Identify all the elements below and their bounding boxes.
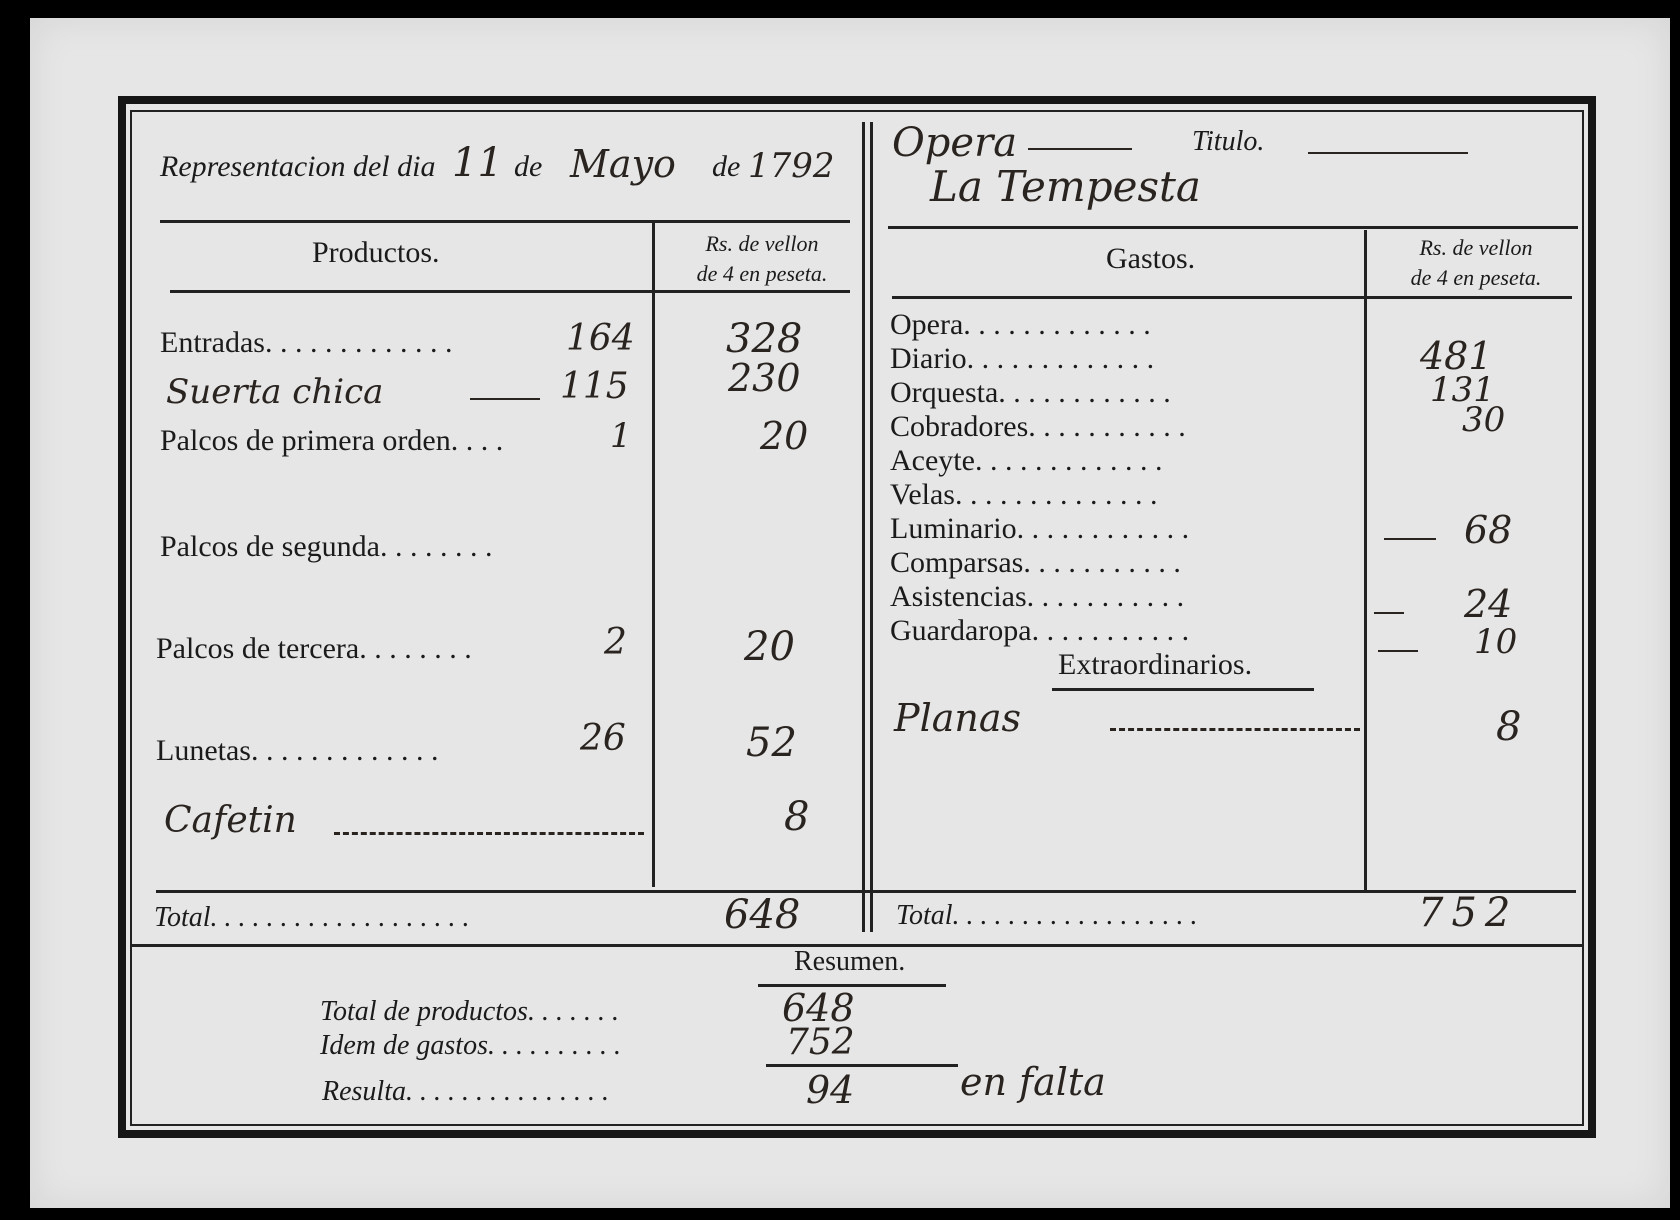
- productos-row-label: Lunetas. . . . . . . . . . . . .: [156, 734, 439, 767]
- resumen-total-productos-value: 648: [782, 986, 855, 1030]
- resumen-total-productos-label: Total de productos. . . . . . .: [320, 996, 619, 1027]
- productos-header-top-rule: [160, 220, 850, 223]
- opera-hand: Opera: [892, 120, 1018, 166]
- gastos-row-value: 30: [1462, 400, 1506, 440]
- titulo-label: Titulo.: [1192, 126, 1265, 157]
- gastos-header-top-rule: [888, 226, 1578, 229]
- gastos-total-label: Total. . . . . . . . . . . . . . . . . .: [896, 900, 1198, 931]
- resumen-sum-rule: [766, 1064, 958, 1067]
- productos-row-value: 52: [746, 720, 797, 766]
- gastos-row-label: Asistencias. . . . . . . . . . .: [890, 580, 1185, 613]
- gastos-row-label: Velas. . . . . . . . . . . . . .: [890, 478, 1158, 511]
- resumen-idem-gastos-label: Idem de gastos. . . . . . . . . .: [320, 1030, 621, 1061]
- productos-row-value: 20: [744, 624, 795, 670]
- productos-row-count: 1: [610, 416, 632, 456]
- gastos-col-heading-1: Rs. de vellon: [1419, 235, 1533, 260]
- productos-col-heading-2: de 4 en peseta.: [696, 261, 828, 286]
- gastos-row-value: 131: [1430, 370, 1495, 410]
- center-divider: [862, 122, 865, 932]
- productos-header-bottom-rule: [170, 290, 850, 293]
- extraordinarios-rule: [1052, 688, 1314, 691]
- gastos-row-label: Orquesta. . . . . . . . . . . .: [890, 376, 1171, 409]
- gastos-row-label: Diario. . . . . . . . . . . . .: [890, 342, 1155, 375]
- gastos-heading: Gastos.: [1106, 242, 1196, 275]
- gastos-row-label: Opera. . . . . . . . . . . . .: [890, 308, 1151, 341]
- productos-row-value: 230: [728, 356, 801, 400]
- gastos-value-divider: [1364, 230, 1367, 890]
- day-value: 11: [452, 140, 503, 186]
- productos-row-value: 328: [726, 316, 803, 362]
- resumen-heading: Resumen.: [794, 946, 906, 977]
- gastos-extra-label: Planas: [894, 696, 1022, 740]
- representacion-label: Representacion del dia: [160, 150, 436, 183]
- de-year-label: de: [712, 150, 741, 183]
- gastos-row-label: Cobradores. . . . . . . . . . .: [890, 410, 1186, 443]
- resumen-idem-gastos-value: 752: [786, 1022, 855, 1063]
- center-divider-second: [870, 122, 873, 932]
- titulo-stroke: [1308, 152, 1468, 154]
- year-value: 1792: [748, 146, 835, 186]
- productos-row-label: Palcos de primera orden. . . .: [160, 424, 504, 457]
- gastos-row-stroke: [1374, 612, 1404, 614]
- productos-value-divider: [652, 222, 655, 887]
- resumen-resulta-label: Resulta. . . . . . . . . . . . . . .: [322, 1076, 609, 1107]
- gastos-col-heading-2: de 4 en peseta.: [1410, 265, 1542, 290]
- productos-row-label: Palcos de tercera. . . . . . . .: [156, 632, 472, 665]
- productos-row-count: 164: [566, 318, 635, 359]
- resumen-resulta-note: en falta: [960, 1060, 1106, 1104]
- productos-row-count: 26: [580, 718, 626, 759]
- title-hand: La Tempesta: [930, 162, 1201, 211]
- resumen-resulta-value: 94: [806, 1068, 855, 1112]
- total-top-rule: [156, 890, 1576, 893]
- productos-row-label: Palcos de segunda. . . . . . . .: [160, 530, 493, 563]
- gastos-row-label: Luminario. . . . . . . . . . . .: [890, 512, 1190, 545]
- productos-row-label: Suerta chica: [166, 372, 384, 412]
- productos-total-label: Total. . . . . . . . . . . . . . . . . . .: [154, 902, 470, 933]
- productos-row-count: 2: [604, 622, 627, 663]
- gastos-row-value: 68: [1464, 508, 1513, 552]
- gastos-row-stroke: [1378, 650, 1418, 652]
- de-label: de: [514, 150, 543, 183]
- extraordinarios-label: Extraordinarios.: [1058, 648, 1253, 681]
- productos-row-label: Cafetin: [164, 800, 297, 841]
- gastos-header-bottom-rule: [892, 296, 1572, 299]
- productos-heading: Productos.: [312, 236, 440, 269]
- productos-row-count: 115: [560, 366, 629, 407]
- gastos-row-value: 24: [1464, 582, 1513, 626]
- productos-row-value: 8: [784, 794, 810, 840]
- gastos-total-value: 752: [1418, 890, 1519, 936]
- gastos-extra-value: 8: [1496, 704, 1522, 750]
- productos-col-heading-1: Rs. de vellon: [705, 231, 819, 256]
- gastos-extra-stroke: [1110, 728, 1360, 731]
- gastos-row-label: Comparsas. . . . . . . . . . .: [890, 546, 1181, 579]
- month-value: Mayo: [570, 142, 676, 186]
- gastos-row-label: Aceyte. . . . . . . . . . . . .: [890, 444, 1163, 477]
- productos-row-stroke: [334, 832, 644, 835]
- productos-row-stroke: [470, 398, 540, 400]
- productos-total-value: 648: [724, 892, 801, 938]
- productos-row-value: 20: [760, 414, 809, 458]
- gastos-row-value: 10: [1474, 622, 1518, 662]
- gastos-row-stroke: [1384, 538, 1436, 540]
- gastos-row-value: 481: [1420, 334, 1493, 378]
- productos-row-label: Entradas. . . . . . . . . . . . .: [160, 326, 453, 359]
- gastos-row-label: Guardaropa. . . . . . . . . . .: [890, 614, 1190, 647]
- opera-stroke: [1028, 148, 1132, 150]
